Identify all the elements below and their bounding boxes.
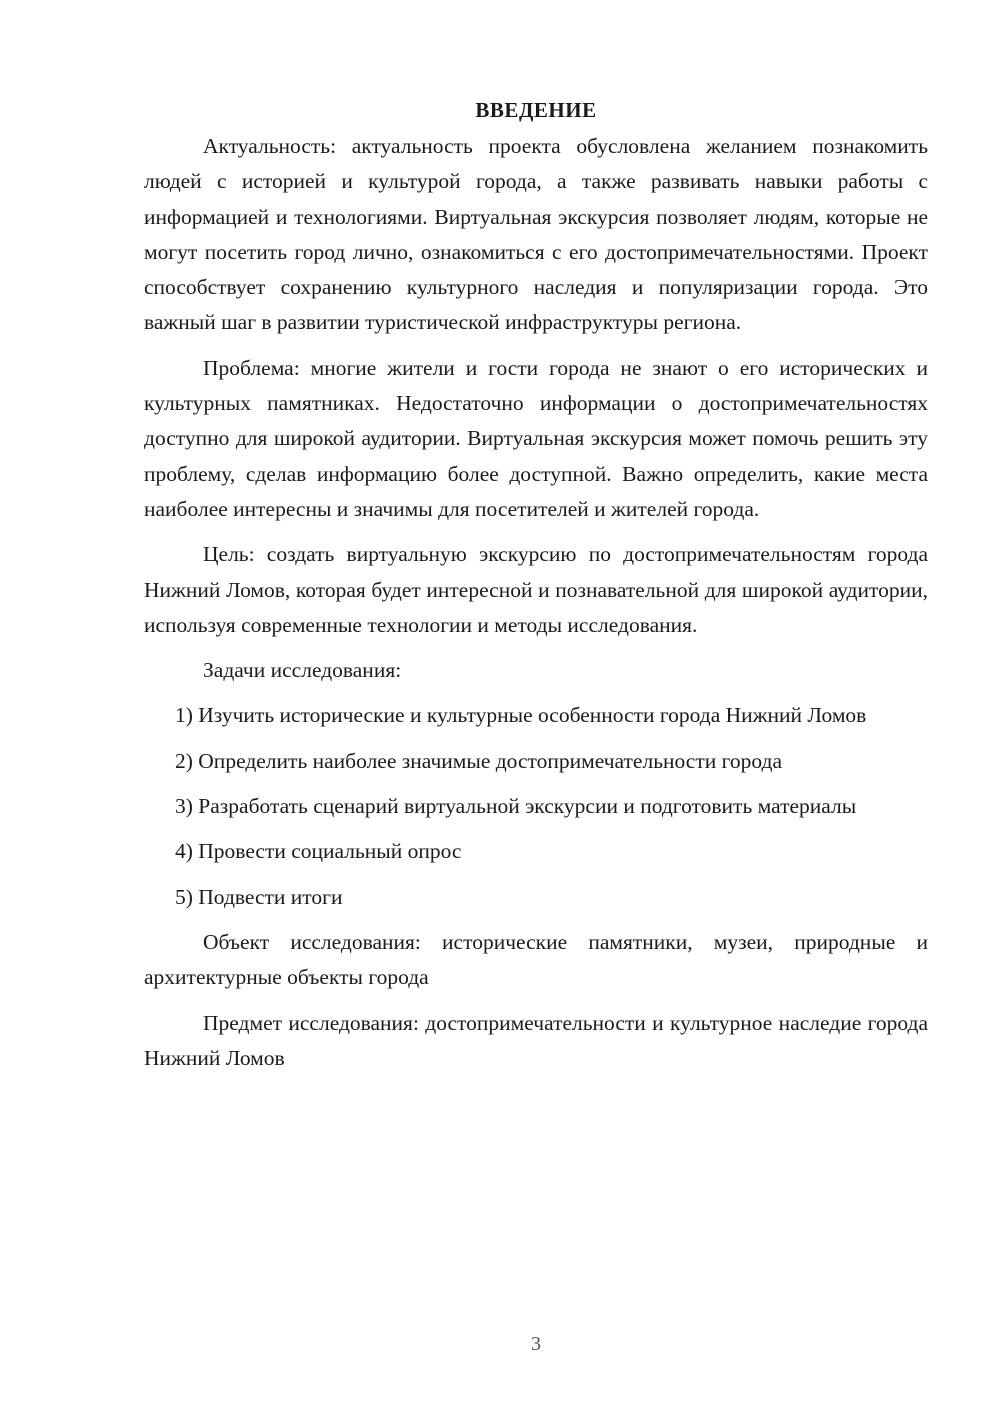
relevance-paragraph: Актуальность: актуальность проекта обусловлена желанием познакомить людей с историей и культурой города, а также развивать навыки работы с информацией и технологиями. Виртуальная экскурсия позволяет людям, которые не могут посетить город лично, ознакомиться с его достопримечательностями. Проект способствует сохранению культурного наследия и популяризации города. Это важный шаг в развитии туристической инфраструктуры региона.	[144, 134, 928, 335]
page-number: 3	[531, 1333, 541, 1355]
task-item-2: 2) Определить наиболее значимые достопримечательности города	[175, 748, 783, 773]
task-item-1: 1) Изучить исторические и культурные особенности города Нижний Ломов	[175, 703, 867, 728]
section-heading: ВВЕДЕНИЕ	[475, 98, 597, 122]
task-item-3: 3) Разработать сценарий виртуальной экскурсии и подготовить материалы	[175, 794, 857, 819]
tasks-title: Задачи исследования:	[203, 658, 402, 683]
document-page	[144, 95, 928, 1086]
problem-paragraph: Проблема: многие жители и гости города не знают о его исторических и культурных памятниках. Недостаточно информации о достопримечательностях доступно для широкой аудитории. Виртуальная экскурсия может помочь решить эту проблему, сделав информацию более доступной. Важно определить, какие места наиболее интересны и значимы для посетителей и жителей города.	[144, 355, 928, 521]
subject-paragraph: Предмет исследования: достопримечательности и культурное наследие города Нижний Ломов	[144, 1010, 928, 1070]
task-item-5: 5) Подвести итоги	[175, 884, 343, 909]
object-paragraph: Объект исследования: исторические памятники, музеи, природные и архитектурные объекты города	[144, 929, 928, 990]
goal-paragraph: Цель: создать виртуальную экскурсию по достопримечательностям города Нижний Ломов, которая будет интересной и познавательной для широкой аудитории, используя современные технологии и методы исследования.	[144, 542, 928, 637]
task-item-4: 4) Провести социальный опрос	[175, 839, 462, 864]
